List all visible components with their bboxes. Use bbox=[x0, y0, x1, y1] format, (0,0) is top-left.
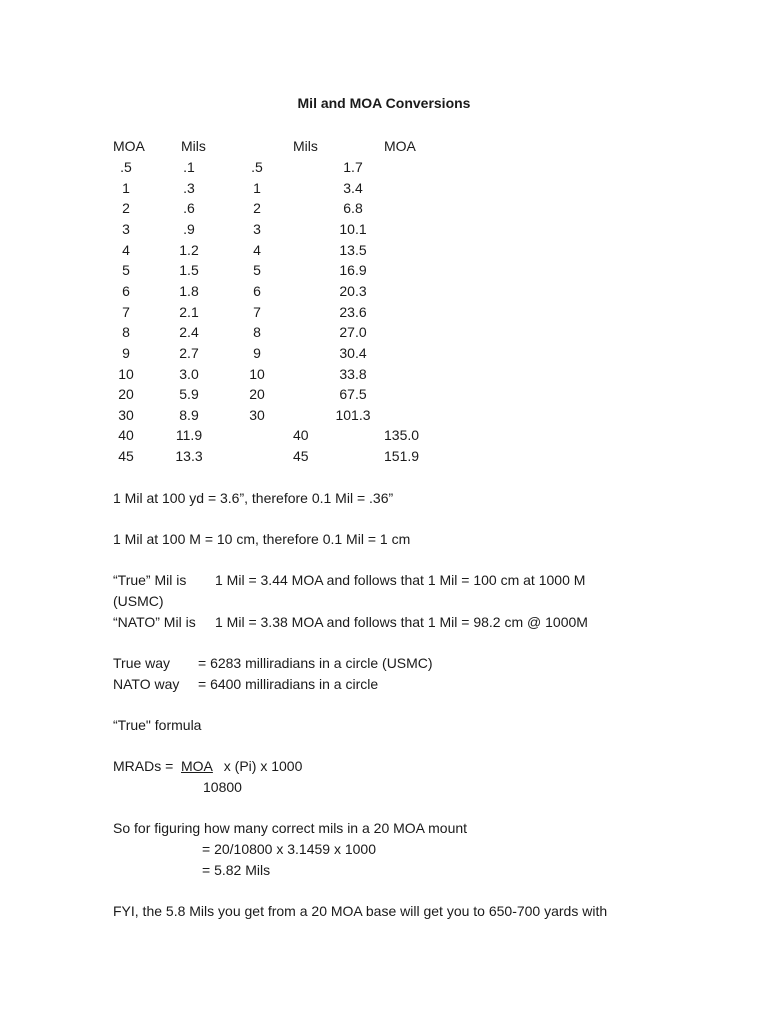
cell-mils-left: 5.9 bbox=[179, 386, 199, 402]
true-mil-definition: 1 Mil = 3.44 MOA and follows that 1 Mil = 100 cm at 1000 M bbox=[215, 572, 586, 588]
cell-moa-right: 10.1 bbox=[339, 221, 367, 237]
cell-moa-right: 101.3 bbox=[335, 407, 371, 423]
cell-mils-left: .6 bbox=[183, 200, 195, 216]
cell-mils-right: 1 bbox=[253, 180, 261, 196]
cell-mils-right: 7 bbox=[253, 304, 261, 320]
cell-mils-right: 6 bbox=[253, 283, 261, 299]
cell-moa-right: 151.9 bbox=[384, 448, 420, 464]
cell-moa-right: 135.0 bbox=[384, 427, 420, 443]
true-way-text: = 6283 milliradians in a circle (USMC) bbox=[198, 655, 433, 671]
cell-mils-left: 2.7 bbox=[179, 345, 199, 361]
cell-mils-right: 8 bbox=[253, 324, 261, 340]
cell-mils-right: 5 bbox=[253, 262, 261, 278]
cell-mils-right: 45 bbox=[293, 448, 309, 464]
true-way-label: True way bbox=[113, 655, 171, 671]
cell-moa-left: 30 bbox=[118, 407, 134, 423]
example-intro: So for figuring how many correct mils in a 20 MOA mount bbox=[113, 820, 468, 836]
cell-mils-right: 3 bbox=[253, 221, 261, 237]
cell-moa-right: 20.3 bbox=[339, 283, 367, 299]
cell-moa-left: 9 bbox=[122, 345, 130, 361]
cell-moa-left: 3 bbox=[122, 221, 130, 237]
cell-moa-right: 1.7 bbox=[343, 159, 363, 175]
header-mils-left: Mils bbox=[181, 138, 206, 154]
cell-mils-right: .5 bbox=[251, 159, 263, 175]
formula-denominator: 10800 bbox=[203, 779, 242, 795]
cell-moa-left: 10 bbox=[118, 366, 134, 382]
cell-moa-right: 30.4 bbox=[339, 345, 367, 361]
cell-mils-left: .1 bbox=[183, 159, 195, 175]
cell-mils-left: 3.0 bbox=[179, 366, 199, 382]
cell-moa-right: 3.4 bbox=[343, 180, 363, 196]
cell-mils-left: .9 bbox=[183, 221, 195, 237]
header-moa-left: MOA bbox=[113, 138, 145, 154]
header-moa-right: MOA bbox=[384, 138, 416, 154]
header-mils-right: Mils bbox=[293, 138, 318, 154]
cell-mils-left: 2.4 bbox=[179, 324, 199, 340]
cell-moa-left: 7 bbox=[122, 304, 130, 320]
cell-mils-left: .3 bbox=[183, 180, 195, 196]
example-step-2: = 5.82 Mils bbox=[202, 862, 271, 878]
cell-moa-left: 6 bbox=[122, 283, 130, 299]
cell-moa-left: 5 bbox=[122, 262, 130, 278]
nato-mil-definition: 1 Mil = 3.38 MOA and follows that 1 Mil = 98.2 cm @ 1000M bbox=[215, 614, 588, 630]
nato-way-label: NATO way bbox=[113, 676, 180, 692]
cell-mils-right: 2 bbox=[253, 200, 261, 216]
yard-conversion-note: 1 Mil at 100 yd = 3.6”, therefore 0.1 Mil = .36” bbox=[113, 490, 394, 506]
meter-conversion-note: 1 Mil at 100 M = 10 cm, therefore 0.1 Mil = 1 cm bbox=[113, 531, 411, 547]
cell-moa-right: 67.5 bbox=[339, 386, 367, 402]
cell-mils-right: 30 bbox=[249, 407, 265, 423]
cell-moa-right: 23.6 bbox=[339, 304, 367, 320]
cell-mils-left: 8.9 bbox=[179, 407, 199, 423]
cell-mils-right: 40 bbox=[293, 427, 309, 443]
formula-heading: “True" formula bbox=[113, 717, 202, 733]
true-mil-suffix: (USMC) bbox=[113, 593, 164, 609]
cell-mils-left: 11.9 bbox=[175, 427, 203, 443]
cell-moa-right: 6.8 bbox=[343, 200, 363, 216]
cell-moa-left: 2 bbox=[122, 200, 130, 216]
cell-moa-left: 20 bbox=[118, 386, 134, 402]
cell-moa-left: 8 bbox=[122, 324, 130, 340]
cell-mils-right: 20 bbox=[249, 386, 265, 402]
formula-lhs: MRADs = bbox=[113, 758, 178, 774]
formula-numerator: MOA bbox=[181, 758, 213, 774]
cell-moa-right: 13.5 bbox=[339, 242, 367, 258]
cell-moa-left: 45 bbox=[118, 448, 134, 464]
cell-mils-right: 10 bbox=[249, 366, 265, 382]
cell-moa-left: 40 bbox=[118, 427, 134, 443]
document-title: Mil and MOA Conversions bbox=[297, 95, 471, 111]
true-mil-label: “True” Mil is bbox=[113, 572, 187, 588]
cell-moa-left: 4 bbox=[122, 242, 130, 258]
nato-mil-label: “NATO” Mil is bbox=[113, 614, 196, 630]
formula-rest: x (Pi) x 1000 bbox=[216, 758, 303, 774]
cell-mils-left: 2.1 bbox=[179, 304, 199, 320]
cell-mils-left: 1.2 bbox=[179, 242, 199, 258]
cell-mils-left: 1.8 bbox=[179, 283, 199, 299]
fyi-note: FYI, the 5.8 Mils you get from a 20 MOA base will get you to 650-700 yards with bbox=[113, 903, 608, 919]
cell-mils-right: 9 bbox=[253, 345, 261, 361]
cell-moa-left: 1 bbox=[122, 180, 130, 196]
example-step-1: = 20/10800 x 3.1459 x 1000 bbox=[202, 841, 376, 857]
cell-moa-right: 33.8 bbox=[339, 366, 367, 382]
cell-mils-right: 4 bbox=[253, 242, 261, 258]
cell-mils-left: 13.3 bbox=[175, 448, 203, 464]
cell-moa-left: .5 bbox=[120, 159, 132, 175]
cell-moa-right: 27.0 bbox=[339, 324, 367, 340]
cell-mils-left: 1.5 bbox=[179, 262, 199, 278]
nato-way-text: = 6400 milliradians in a circle bbox=[198, 676, 379, 692]
cell-moa-right: 16.9 bbox=[339, 262, 367, 278]
